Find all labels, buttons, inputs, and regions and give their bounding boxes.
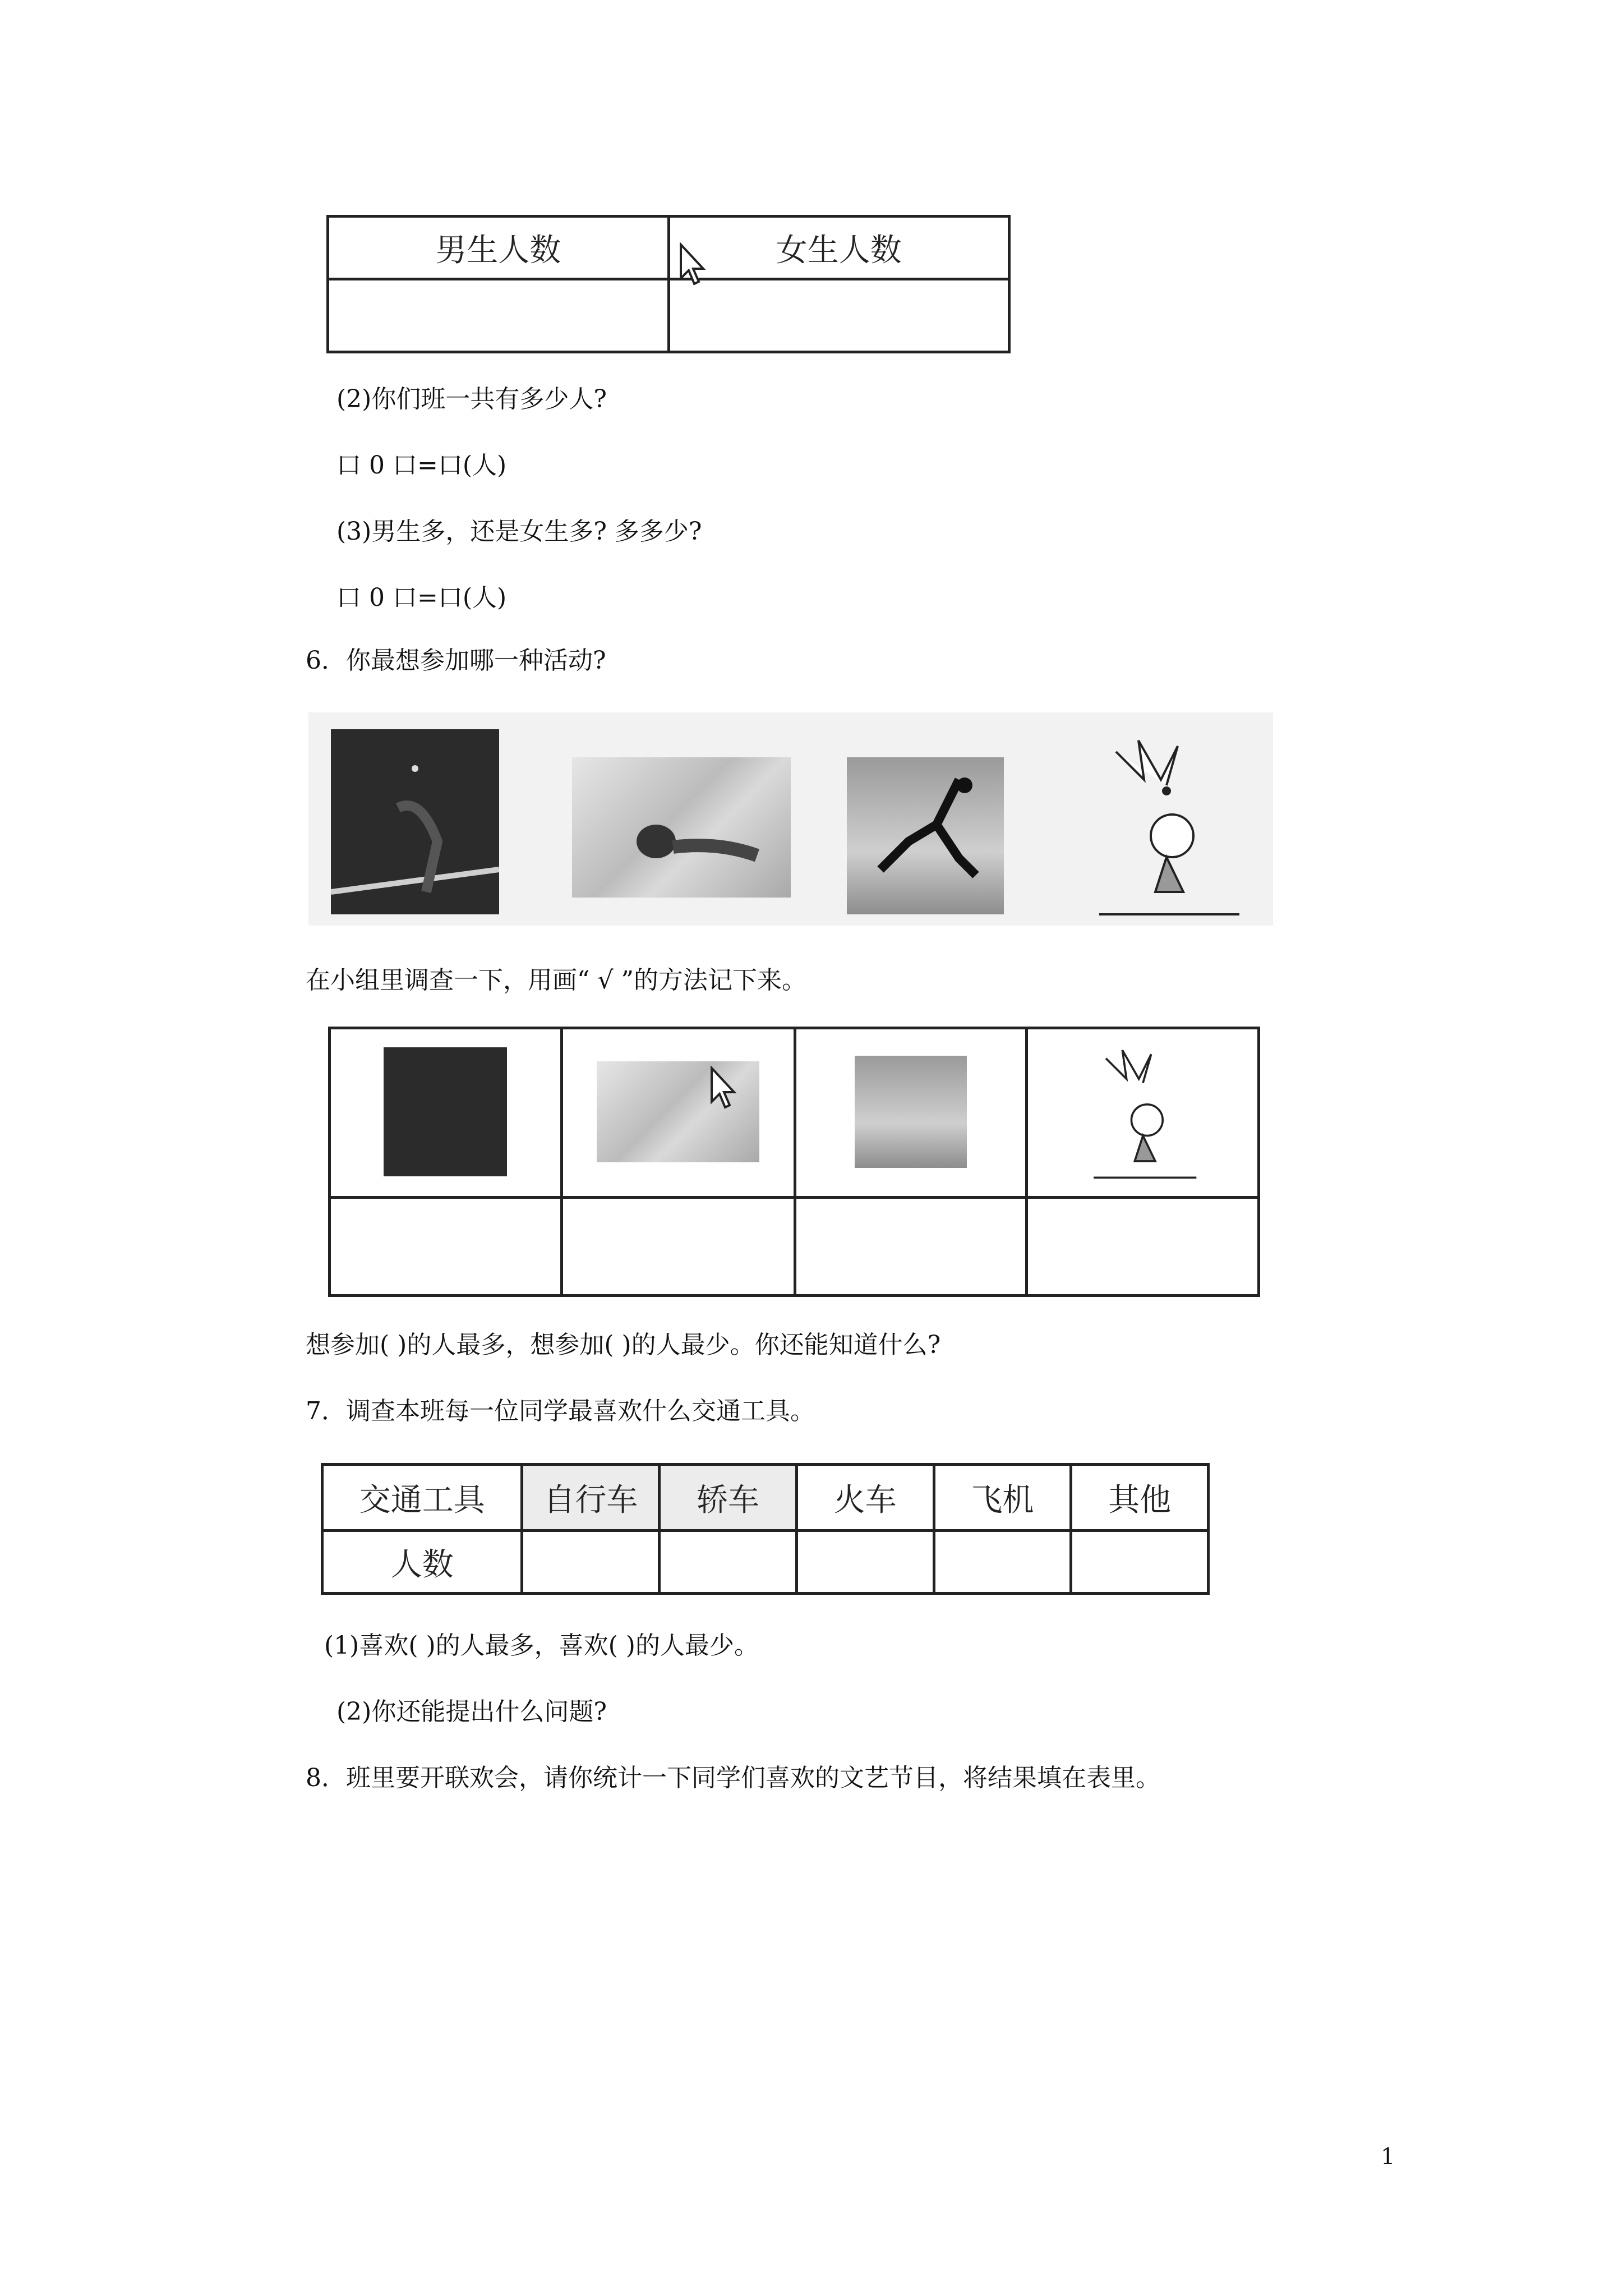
mouse-pointer-icon [679,242,707,287]
transport-header-label: 交通工具 [322,1465,522,1531]
page-number: 1 [1381,2144,1395,2170]
activity-tally-1[interactable] [330,1198,562,1296]
q6-fill-question: 想参加( )的人最多，想参加( )的人最少。你还能知道什么? [306,1331,941,1359]
transport-survey-table [321,1463,1210,1595]
gender-count-table [326,215,1011,353]
speed-skating-photo [847,757,1004,914]
girls-count-header: 女生人数 [668,217,1009,279]
shuttlecock-kicking-drawing [1082,729,1251,920]
transport-header-car: 轿车 [660,1465,797,1531]
transport-header-train: 火车 [796,1465,934,1531]
shuttlecock-kicking-drawing [1081,1042,1205,1182]
activity-tally-3[interactable] [795,1198,1026,1296]
q6-title: 6．你最想参加哪一种活动? [306,646,606,675]
transport-count-bicycle[interactable] [522,1531,660,1594]
transport-header-plane: 飞机 [934,1465,1071,1531]
q5-sub3: (3)男生多，还是女生多? 多多少? [336,517,702,546]
activity-pictures-row [308,712,1273,926]
activity-col-2-picture [561,1028,795,1198]
table-tennis-photo [331,729,499,914]
q5-formula1: 口 0 口=口(人) [336,451,507,480]
transport-row-label: 人数 [322,1531,522,1594]
transport-header-other: 其他 [1071,1465,1209,1531]
q5-formula2: 口 0 口=口(人) [336,583,507,612]
transport-count-plane[interactable] [934,1531,1071,1594]
q8-title: 8．班里要开联欢会，请你统计一下同学们喜欢的文艺节目，将结果填在表里。 [306,1764,1160,1792]
transport-count-car[interactable] [660,1531,797,1594]
swimming-photo [572,757,791,898]
transport-count-other[interactable] [1071,1531,1209,1594]
q5-sub2: (2)你们班一共有多少人? [336,385,607,413]
activity-survey-table [328,1027,1260,1297]
speed-skating-photo [855,1056,967,1168]
activity-col-4-picture [1027,1028,1259,1198]
q7-sub1: (1)喜欢( )的人最多，喜欢( )的人最少。 [324,1631,759,1660]
boys-count-cell[interactable] [328,279,669,352]
q6-instruction: 在小组里调查一下，用画“ √ ”的方法记下来。 [306,966,806,995]
activity-col-3-picture [795,1028,1026,1198]
table-tennis-photo [384,1047,507,1176]
mouse-pointer-icon [709,1066,737,1111]
activity-tally-4[interactable] [1027,1198,1259,1296]
transport-header-bicycle: 自行车 [522,1465,660,1531]
transport-count-train[interactable] [796,1531,934,1594]
q7-sub2: (2)你还能提出什么问题? [336,1697,607,1726]
boys-count-header: 男生人数 [328,217,669,279]
q7-title: 7．调查本班每一位同学最喜欢什么交通工具。 [306,1397,815,1425]
girls-count-cell[interactable] [668,279,1009,352]
activity-col-1-picture [330,1028,562,1198]
activity-tally-2[interactable] [561,1198,795,1296]
